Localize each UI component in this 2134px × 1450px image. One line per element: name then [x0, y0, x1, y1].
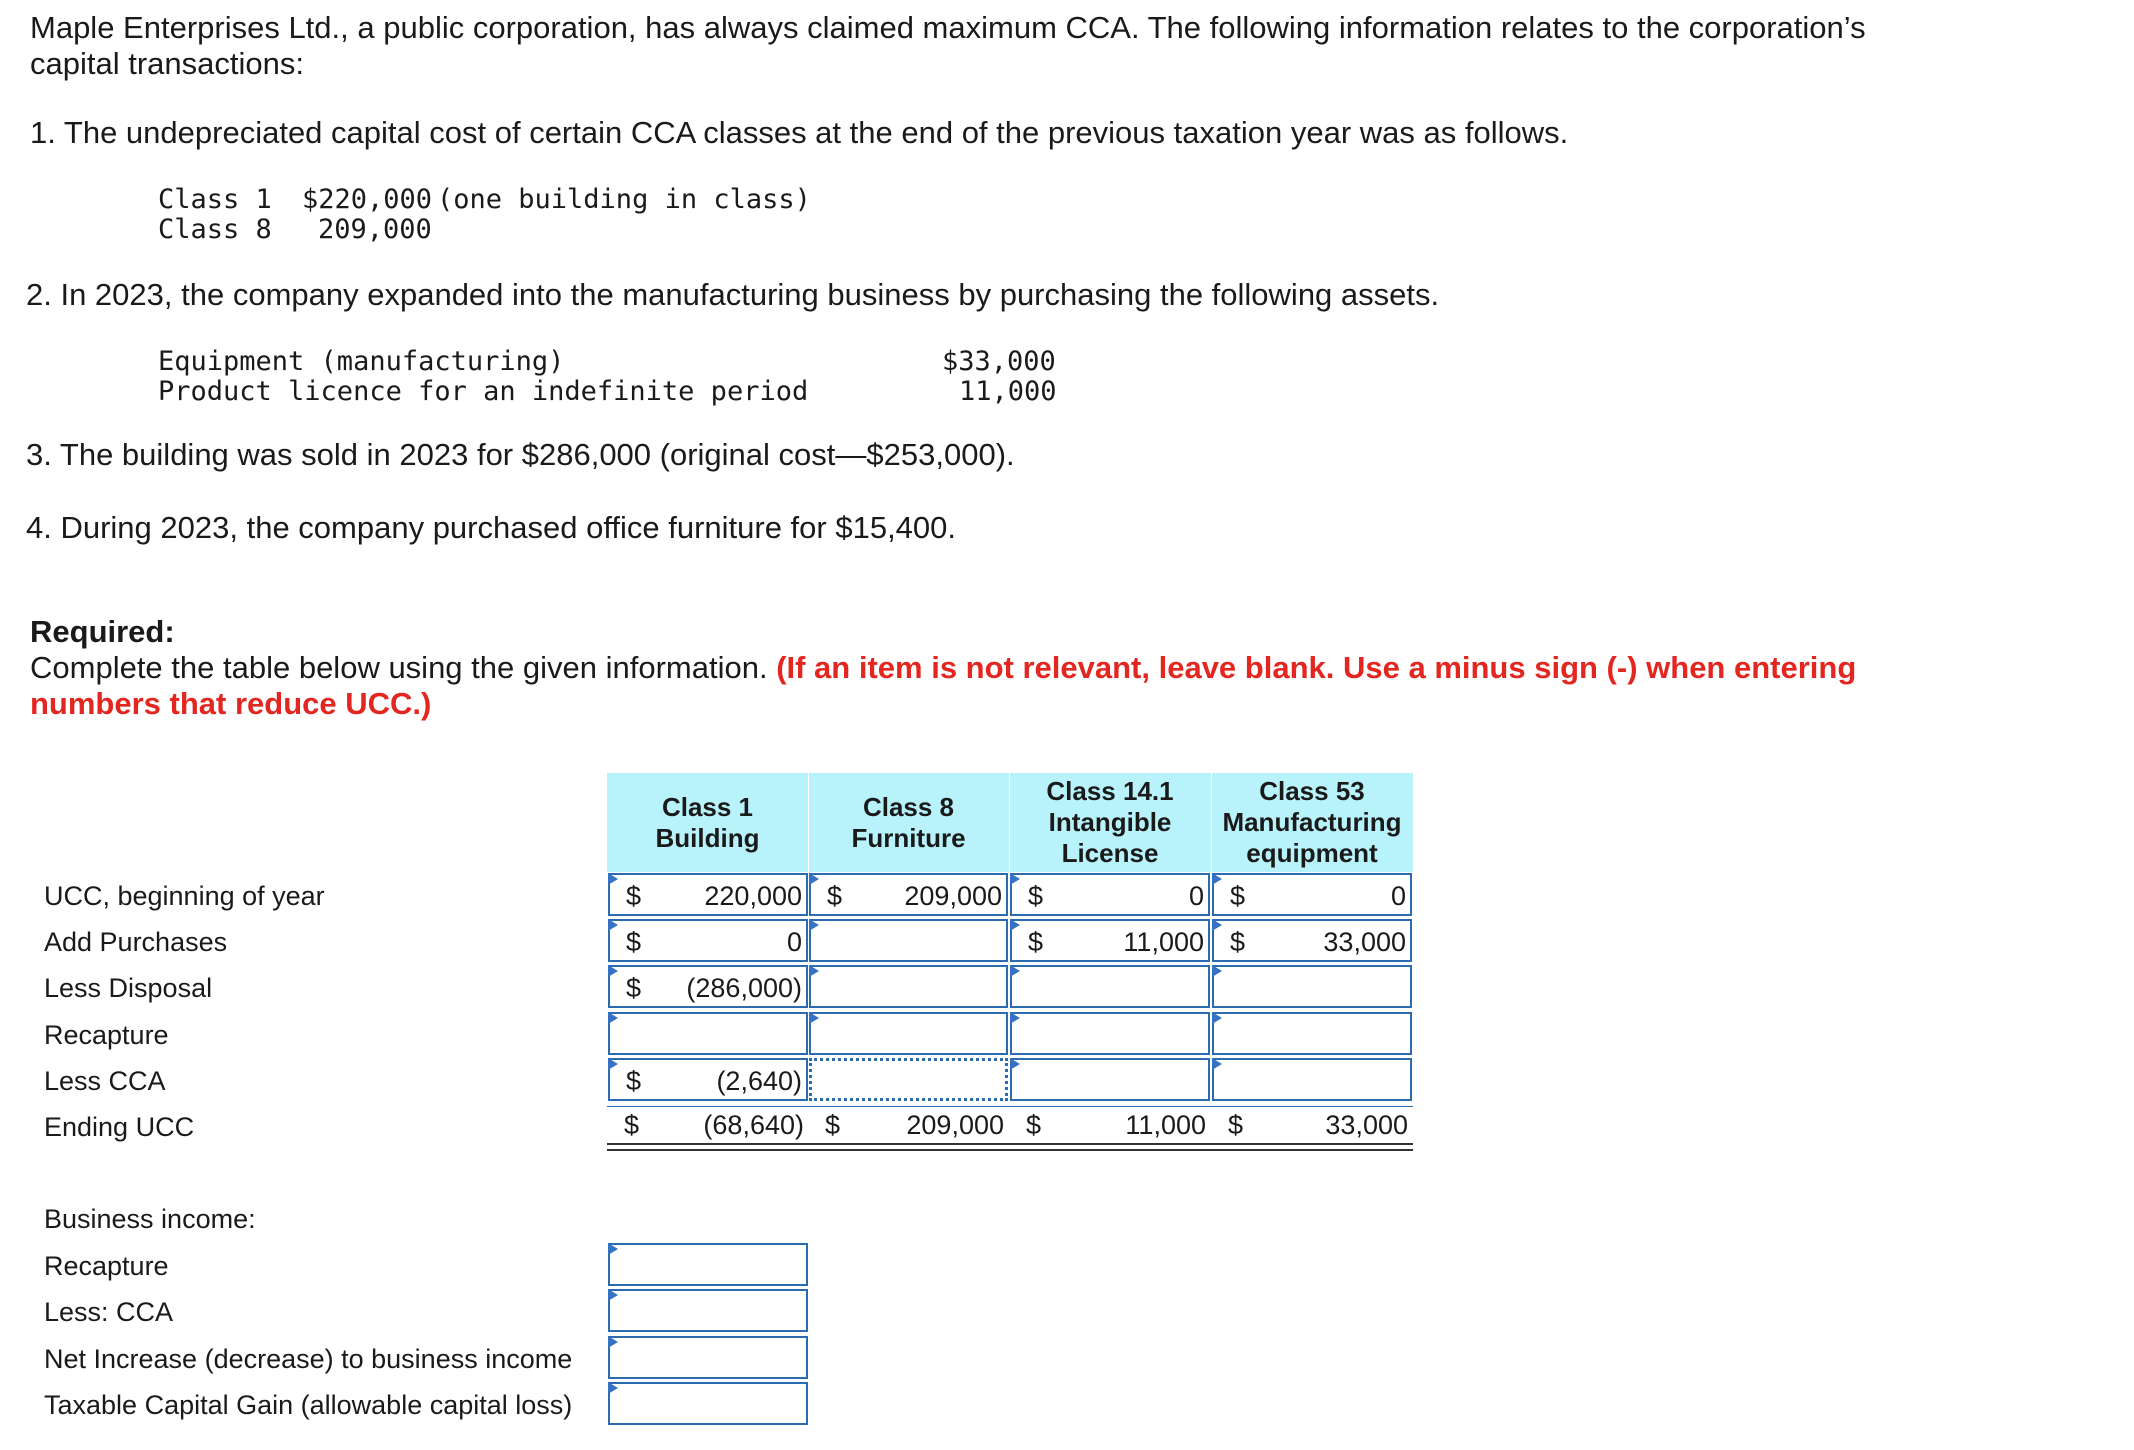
ucc-begin-class-14-1-input[interactable]: $ 0	[1010, 873, 1210, 916]
required-instructions	[30, 650, 1856, 686]
item-2-text: 2. In 2023, the company expanded into the manufacturing business by purchasing the following assets.	[26, 277, 1440, 312]
purchases-class-8-input[interactable]	[809, 919, 1008, 962]
income-less-cca-input[interactable]	[608, 1289, 808, 1332]
income-label-recapture: Recapture	[44, 1251, 169, 1281]
intro-line-1: Maple Enterprises Ltd., a public corporation, has always claimed maximum CCA. The following information relates to the corporation’s	[30, 10, 1866, 45]
required-heading: Required:	[30, 614, 175, 649]
ucc-begin-class-53-input[interactable]: $ 0	[1212, 873, 1412, 916]
item-1-text: 1. The undepreciated capital cost of certain CCA classes at the end of the previous taxation year was as follows.	[30, 115, 1569, 150]
income-label-taxable-capital-gain: Taxable Capital Gain (allowable capital loss)	[44, 1390, 573, 1420]
item-1-class-1-amount: $220,000	[302, 184, 433, 215]
recapture-class-1-input[interactable]	[608, 1012, 808, 1055]
ending-ucc-class-8: $ 209,000	[825, 1110, 1004, 1140]
purchases-class-53-input[interactable]: $ 33,000	[1212, 919, 1412, 962]
col-header-class-53: Class 53 Manufacturing equipment	[1211, 773, 1413, 872]
disposal-class-14-1-input[interactable]	[1010, 965, 1210, 1008]
row-label-less-cca: Less CCA	[44, 1066, 166, 1096]
col-header-class-1: Class 1 Building	[607, 773, 808, 872]
purchases-class-1-input[interactable]: $ 0	[608, 919, 808, 962]
item-1-class-8-amount: 209,000	[318, 214, 432, 245]
income-recapture-input[interactable]	[608, 1243, 808, 1286]
col-header-class-8: Class 8 Furniture	[808, 773, 1009, 872]
intro-line-2: capital transactions:	[30, 46, 304, 81]
disposal-class-1-input[interactable]: $ (286,000)	[608, 965, 808, 1008]
col-header-class-14-1: Class 14.1 Intangible License	[1009, 773, 1211, 872]
row-label-less-disposal: Less Disposal	[44, 973, 213, 1003]
row-label-add-purchases: Add Purchases	[44, 927, 228, 957]
item-4-text: 4. During 2023, the company purchased office furniture for $15,400.	[26, 510, 957, 545]
recapture-class-14-1-input[interactable]	[1010, 1012, 1210, 1055]
recapture-class-8-input[interactable]	[809, 1012, 1008, 1055]
cca-class-14-1-input[interactable]	[1010, 1058, 1210, 1101]
item-1-class-1-note: (one building in class)	[437, 184, 811, 215]
required-note-1: (If an item is not relevant, leave blank. Use a minus sign (-) when entering	[776, 650, 1857, 685]
row-label-ending-ucc: Ending UCC	[44, 1112, 195, 1142]
business-income-heading: Business income:	[44, 1204, 256, 1234]
item-1-class-8-label: Class 8	[158, 214, 272, 245]
item-2-equipment-label: Equipment (manufacturing)	[158, 346, 565, 377]
item-3-text: 3. The building was sold in 2023 for $286,000 (original cost—$253,000).	[26, 437, 1015, 472]
cca-class-1-input[interactable]: $ (2,640)	[608, 1058, 808, 1101]
ending-ucc-class-53: $ 33,000	[1228, 1110, 1408, 1140]
item-1-class-1-label: Class 1	[158, 184, 272, 215]
cca-class-8-input[interactable]	[809, 1058, 1008, 1101]
required-text: Complete the table below using the given information.	[30, 650, 768, 685]
item-2-equipment-amount: $33,000	[942, 346, 1056, 377]
total-double-underline	[607, 1143, 1413, 1151]
cca-class-53-input[interactable]	[1212, 1058, 1412, 1101]
recapture-class-53-input[interactable]	[1212, 1012, 1412, 1055]
income-label-net-increase: Net Increase (decrease) to business income	[44, 1344, 573, 1374]
disposal-class-53-input[interactable]	[1212, 965, 1412, 1008]
income-label-less-cca: Less: CCA	[44, 1297, 174, 1327]
item-2-licence-amount: 11,000	[959, 376, 1057, 407]
income-taxable-capital-gain-input[interactable]	[608, 1382, 808, 1425]
ucc-begin-class-1-input[interactable]: $ 220,000	[608, 873, 808, 916]
income-net-increase-input[interactable]	[608, 1336, 808, 1379]
purchases-class-14-1-input[interactable]: $ 11,000	[1010, 919, 1210, 962]
required-note-2: numbers that reduce UCC.)	[30, 686, 432, 721]
item-2-licence-label: Product licence for an indefinite period	[158, 376, 809, 407]
ending-ucc-class-1: $ (68,640)	[624, 1110, 804, 1140]
row-label-recapture: Recapture	[44, 1020, 169, 1050]
ucc-begin-class-8-input[interactable]: $ 209,000	[809, 873, 1008, 916]
disposal-class-8-input[interactable]	[809, 965, 1008, 1008]
row-label-ucc-beginning: UCC, beginning of year	[44, 881, 325, 911]
ending-ucc-class-14-1: $ 11,000	[1026, 1110, 1206, 1140]
